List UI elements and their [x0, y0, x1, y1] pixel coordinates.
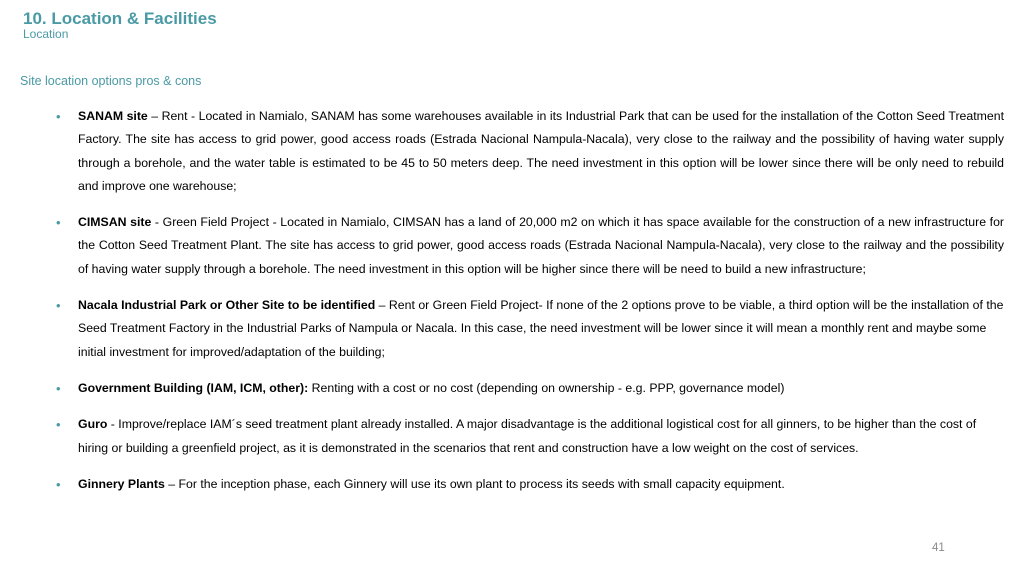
bullet-marker: •	[56, 109, 61, 124]
bullet-nacala-industrial-park	[56, 294, 1004, 364]
bullet-marker: •	[56, 417, 61, 433]
section-heading: Site location options pros & cons	[20, 74, 202, 88]
bullet-sanam-site	[56, 105, 1004, 198]
bullet-guro	[56, 413, 1004, 460]
bullet-text: Renting with a cost or no cost (depending on ownership - e.g. PPP, governance model)	[308, 380, 785, 395]
page-number: 41	[932, 542, 945, 554]
slide-subtitle: Location	[23, 27, 69, 41]
bullet-marker: •	[56, 298, 61, 314]
bullet-ginnery-plants	[56, 473, 1004, 496]
bullet-text: - Green Field Project - Located in Namialo, CIMSAN has a land of 20,000 m2 on which it has space available for the construction of a new infrastructure for the Cotton Seed Treatment Plant. The site has access to grid power, good access roads (Estrada Nacional Nampula-Nacala), very close to the railway and the possibility of having water supply through a borehole. The need investment in this option will be higher since there will be need to build a new infrastructure;	[78, 215, 1005, 276]
bullet-title: SANAM site	[78, 109, 148, 123]
bullet-title: Ginnery Plants	[78, 476, 165, 491]
bullet-text: – For the inception phase, each Ginnery will use its own plant to process its seeds with small capacity equipment.	[164, 476, 785, 491]
bullet-text: – Rent or Green Field Project- If none of the 2 options prove to be viable, a third option will be the installation of the Seed Treatment Factory in the Industrial Parks of Nampula or Nacala. In this case, the need investment will be lower since it will mean a monthly rent and maybe some initial investment for improved/adaptation of the building;	[78, 298, 1004, 359]
bullet-text: – Rent - Located in Namialo, SANAM has some warehouses available in its Industrial Park that can be used for the installation of the Cotton Seed Treatment Factory. The site has access to grid power, good access roads (Estrada Nacional Nampula-Nacala), very close to the railway and the possibility of having water supply through a borehole, and the water table is estimated to be 45 to 50 meters deep. The need investment in this option will be lower since there will be only need to rebuild and improve one warehouse;	[78, 109, 1004, 193]
bullet-marker: •	[56, 215, 61, 231]
bullet-title: Nacala Industrial Park or Other Site to be identified	[78, 298, 376, 313]
bullet-text: - Improve/replace IAM´s seed treatment plant already installed. A major disadvantage is the additional logistical cost for all ginners, to be higher than the cost of hiring or building a greenfield project, as it is demonstrated in the scenarios that rent and construction have a low weight on the cost of services.	[78, 417, 977, 455]
bullet-marker: •	[56, 380, 61, 396]
bullet-title: Government Building (IAM, ICM, other):	[78, 380, 309, 395]
slide-title: 10. Location & Facilities	[23, 9, 217, 28]
bullet-government-building	[56, 377, 1004, 400]
bullet-marker: •	[56, 476, 61, 492]
bullet-title: CIMSAN site	[78, 215, 152, 230]
site-options-list	[56, 105, 1004, 509]
bullet-title: Guro	[78, 417, 108, 432]
bullet-cimsan-site	[56, 211, 1004, 281]
